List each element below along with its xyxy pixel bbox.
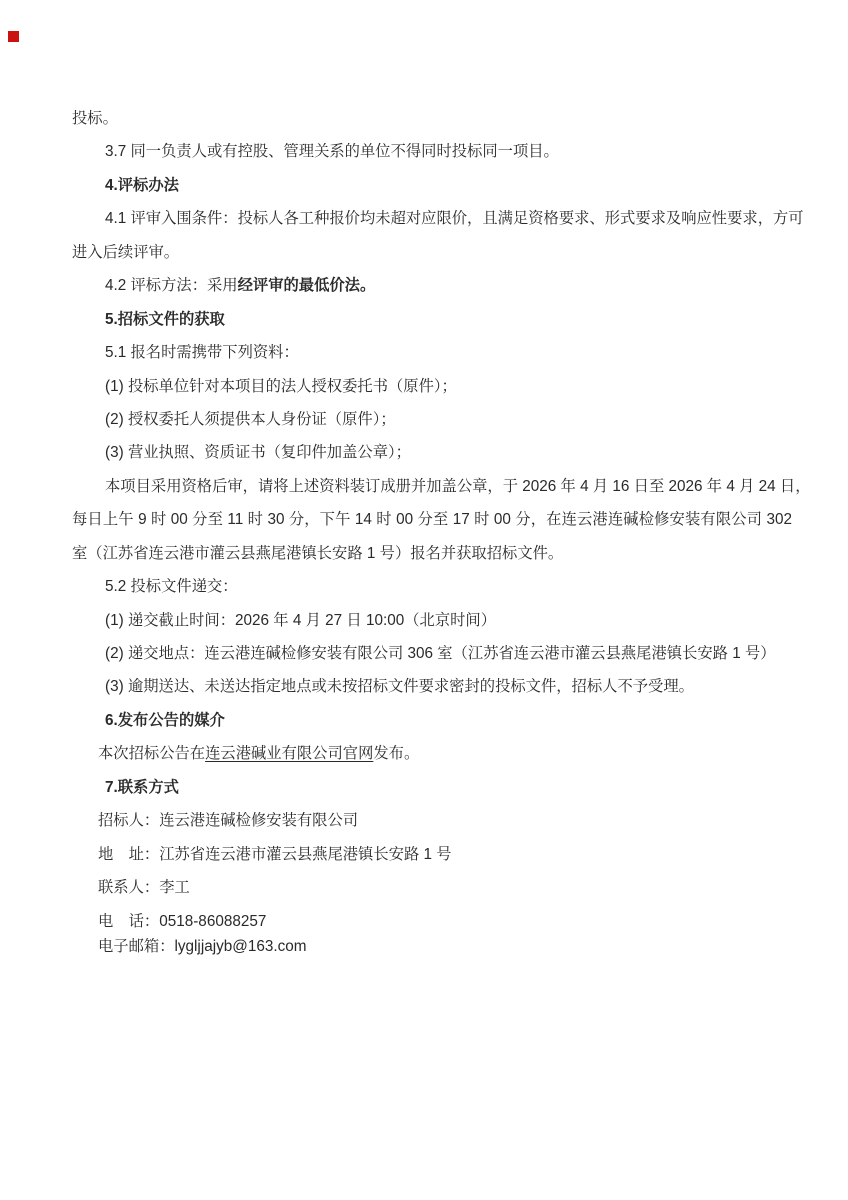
text-segment: 5.2 投标文件递交： (105, 578, 238, 596)
doc-line (72, 771, 792, 804)
underlined-text: 连云港碱业有限公司官网 (205, 745, 374, 763)
doc-line (72, 470, 811, 503)
doc-line (72, 169, 792, 202)
text-segment: (2) 授权委托人须提供本人身份证（原件）； (105, 410, 396, 428)
text-segment: 4.评标办法 (105, 176, 179, 194)
doc-line (72, 102, 792, 135)
text-segment: 发布。 (373, 745, 420, 763)
text-segment: (3) 营业执照、资质证书（复印件加盖公章）； (105, 444, 411, 462)
document-body (72, 102, 811, 963)
text-segment: 本次招标公告在 (98, 745, 206, 763)
doc-line (72, 436, 792, 469)
red-marker (8, 31, 19, 42)
doc-line (72, 303, 792, 336)
doc-line (72, 930, 792, 963)
text-segment: (1) 投标单位针对本项目的法人授权委托书（原件）； (105, 377, 457, 395)
text-segment: 地 址：江苏省连云港市灌云县燕尾港镇长安路 1 号 (98, 845, 452, 863)
text-segment: 招标人：连云港连碱检修安装有限公司 (98, 812, 359, 830)
text-segment: 经评审的最低价法。 (237, 277, 376, 295)
text-segment: 3.7 同一负责人或有控股、管理关系的单位不得同时投标同一项目。 (105, 143, 559, 161)
text-segment: (2) 递交地点：连云港连碱检修安装有限公司 306 室（江苏省连云港市灌云县燕尾港镇长安路 1 号） (105, 645, 776, 662)
doc-line (72, 704, 792, 737)
doc-line (72, 370, 792, 403)
text-segment: 6.发布公告的媒介 (105, 711, 225, 729)
doc-line (72, 737, 792, 770)
doc-line (72, 135, 792, 168)
text-segment: 5.1 报名时需携带下列资料： (105, 344, 299, 362)
doc-line (72, 604, 792, 637)
doc-line (72, 403, 792, 436)
text-segment: 每日上午 9 时 00 分至 11 时 30 分，下午 14 时 00 分至 17 时 00 分，在连云港连碱检修安装有限公司 302 (72, 511, 792, 529)
text-segment: 投标。 (72, 110, 118, 127)
doc-line (72, 202, 804, 235)
doc-line (72, 503, 792, 536)
text-segment: 7.联系方式 (105, 778, 179, 796)
doc-line (72, 871, 792, 904)
text-segment: 本项目采用资格后审，请将上述资料装订成册并加盖公章，于 2026 年 4 月 16 日至 2026 年 4 月 24 日， (105, 477, 811, 495)
doc-line (72, 236, 792, 269)
text-segment: 进入后续评审。 (72, 243, 180, 261)
doc-line (72, 838, 792, 871)
text-segment: 电子邮箱：lygljjajyb@163.com (98, 937, 307, 955)
text-segment: 室（江苏省连云港市灌云县燕尾港镇长安路 1 号）报名并获取招标文件。 (72, 544, 564, 562)
doc-line (72, 537, 792, 570)
doc-line (72, 336, 792, 369)
doc-line (72, 670, 792, 703)
doc-line (72, 570, 792, 603)
doc-line (72, 637, 792, 670)
text-segment: (1) 递交截止时间：2026 年 4 月 27 日 10:00（北京时间） (105, 611, 497, 629)
text-segment: 联系人：李工 (98, 879, 190, 897)
text-segment: 4.1 评审入围条件：投标人各工种报价均未超对应限价，且满足资格要求、形式要求及响应性要求，方可 (105, 210, 804, 228)
doc-line (72, 804, 792, 837)
text-segment: 5.招标文件的获取 (105, 310, 225, 328)
text-segment: 4.2 评标方法：采用 (105, 277, 238, 295)
doc-line (72, 269, 792, 302)
text-segment: (3) 逾期送达、未送达指定地点或未按招标文件要求密封的投标文件，招标人不予受理。 (105, 678, 694, 696)
text-segment: 电 话：0518-86088257 (98, 912, 267, 930)
